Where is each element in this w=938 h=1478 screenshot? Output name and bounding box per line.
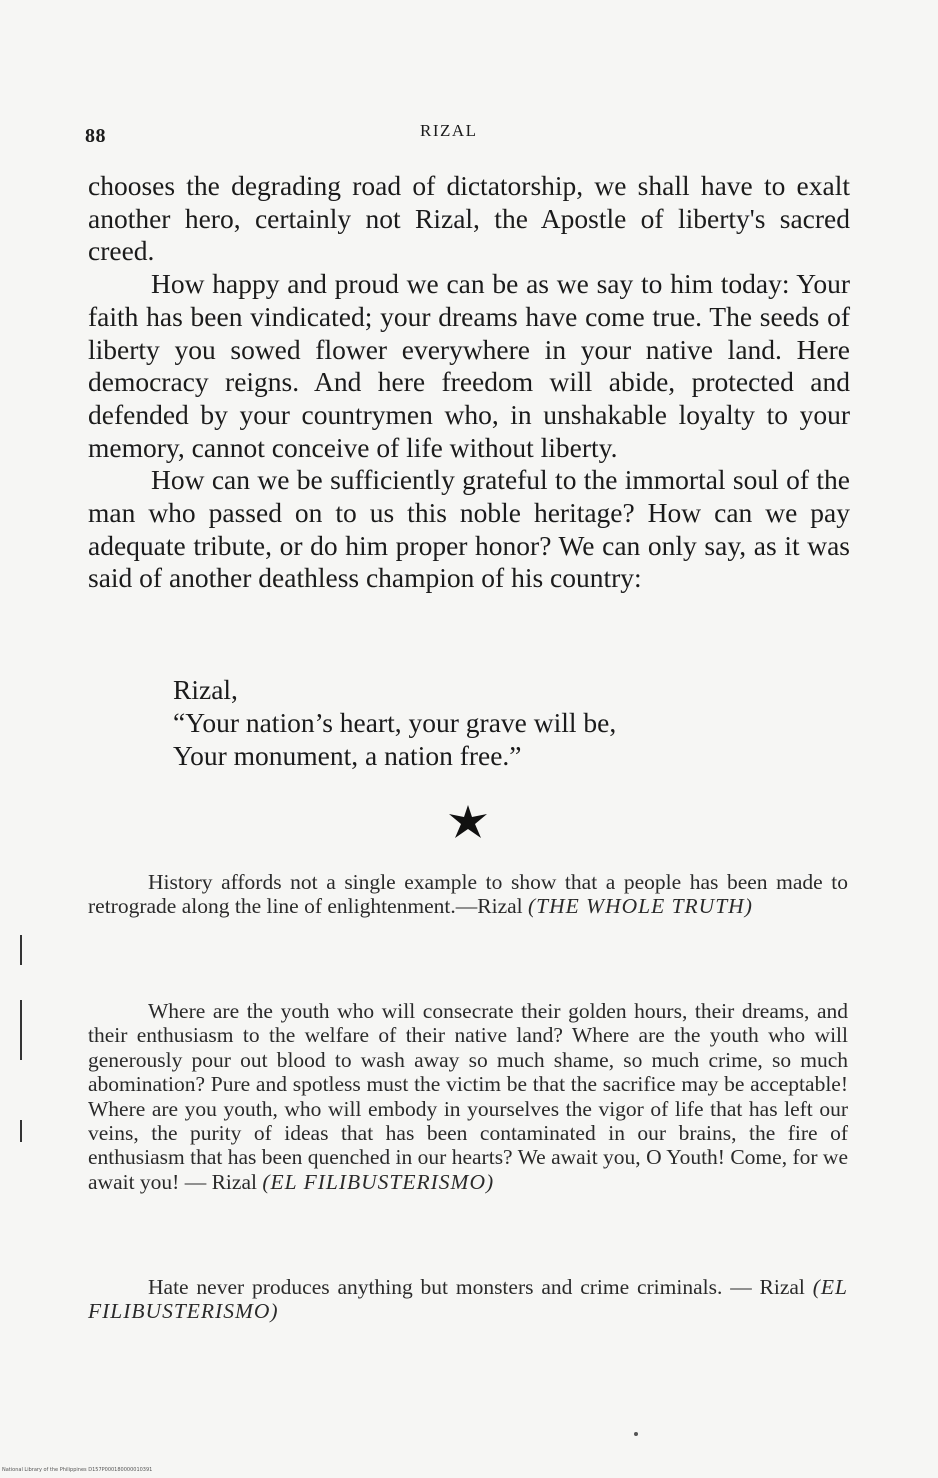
- scan-artifact: [20, 935, 22, 965]
- quote-source: (THE WHOLE TRUTH): [528, 894, 753, 919]
- quote-text: Hate never produces anything but monsters and crime criminals. — Rizal: [148, 1275, 805, 1299]
- quote-youth: [88, 999, 848, 1194]
- paragraph-tribute: How happy and proud we can be as we say to him today: Your faith has been vindicated; your dreams have come true. The seeds of liberty you sowed flower everywhere in your native land. Here democracy reigns. And here freedom will abide, protected and defended by your countrymen who, in unshakable loyalty to your memory, cannot conceive of life without liberty.: [88, 268, 850, 463]
- verse-line: Rizal,: [173, 674, 238, 705]
- paragraph-gratitude: How can we be sufficiently grateful to the immortal soul of the man who passed on to us this noble heritage? How can we pay adequate tribute, or do him proper honor? We can only say, as it was said of another deathless champion of his country:: [88, 464, 850, 594]
- quote-source: (EL FILIBUSTERISMO): [262, 1169, 495, 1194]
- running-head: RIZAL: [420, 121, 478, 140]
- quote-text: Where are the youth who will consecrate their golden hours, their dreams, and their enthusiasm to the welfare of their native land? Where are the youth who will generously pour out blood to wash away so much shame, so much crime, so much abomination? Pure and spotless must the victim be that the sacrifice may be acceptable! Where are you youth, who will embody in yourselves the vigor of life that has left our veins, the purity of ideas that has been contaminated in our brains, the fire of enthusiasm that has been quenched in our hearts? We await you, O Youth! Come, for we await you! — Rizal: [88, 999, 848, 1194]
- quote-history: [88, 870, 848, 919]
- verse-line: Your monument, a nation free.”: [173, 740, 522, 771]
- page-number: 88: [85, 125, 106, 147]
- quote-text: History affords not a single example to show that a people has been made to retrograde along the line of enlightenment.—Rizal: [88, 870, 848, 919]
- footer-stamp: National Library of the Philippines D157P000180000010391: [2, 1467, 153, 1473]
- main-text: [88, 170, 850, 595]
- verse-epitaph: [173, 673, 616, 772]
- quote-hate: [88, 1275, 848, 1324]
- verse-line: “Your nation’s heart, your grave will be,: [173, 707, 617, 738]
- scan-artifact: [20, 1120, 22, 1142]
- scan-artifact: [20, 1000, 22, 1060]
- paragraph-continuation: chooses the degrading road of dictatorship, we shall have to exalt another hero, certainly not Rizal, the Apostle of liberty's sacred creed.: [88, 170, 850, 267]
- quote-source: (EL FILIBUSTERISMO): [88, 1275, 849, 1324]
- scan-speck: [634, 1432, 638, 1436]
- star-icon: [448, 805, 488, 839]
